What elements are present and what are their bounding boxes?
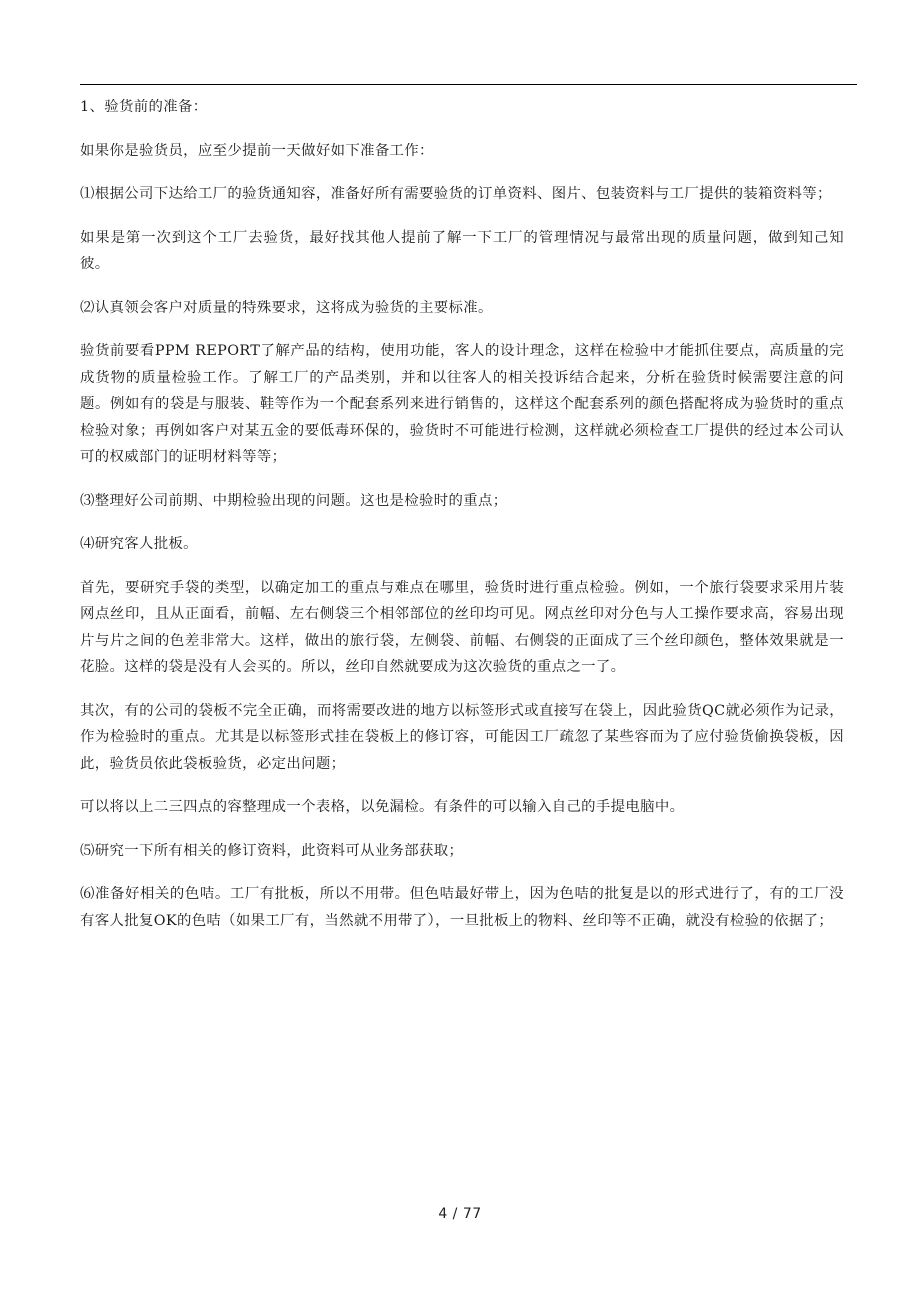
paragraph: ⑵认真领会客户对质量的特殊要求，这将成为验货的主要标准。 <box>80 299 493 316</box>
paragraph: ⑶整理好公司前期、中期检验出现的问题。这也是检验时的重点； <box>80 492 508 509</box>
paragraph: 如果是第一次到这个工厂去验货，最好找其他人提前了解一下工厂的管理情况与最常出现的质量问题，做到知己知彼。 <box>80 229 844 272</box>
document-body <box>80 94 844 951</box>
paragraph: 验货前要看PPM REPORT了解产品的结构，使用功能，客人的设计理念，这样在检验中才能抓住要点，高质量的完成货物的质量检验工作。了解工厂的产品类别，并和以往客人的相关投诉结合起来，分析在验货时候需要注意的问题。例如有的袋是与服装、鞋等作为一个配套系列来进行销售的，这样这个配套系列的颜色搭配将成为验货时的重点检验对象；再例如客户对某五金的要低毒环保的，验货时不可能进行检测，这样就必须检查工厂提供的经过本公司认可的权威部门的证明材料等等； <box>80 343 844 465</box>
paragraph: 首先，要研究手袋的类型，以确定加工的重点与难点在哪里，验货时进行重点检验。例如，一个旅行袋要求采用片装网点丝印，且从正面看，前幅、左右侧袋三个相邻部位的丝印均可见。网点丝印对分色与人工操作要求高，容易出现片与片之间的色差非常大。这样，做出的旅行袋，左侧袋、前幅、右侧袋的正面成了三个丝印颜色，整体效果就是一花脸。这样的袋是没有人会买的。所以，丝印自然就要成为这次验货的重点之一了。 <box>80 579 844 675</box>
paragraph: ⑷研究客人批板。 <box>80 536 198 552</box>
paragraph: ⑹准备好相关的色咭。工厂有批板，所以不用带。但色咭最好带上，因为色咭的批复是以的形式进行了，有的工厂没有客人批复OK的色咭（如果工厂有，当然就不用带了），一旦批板上的物料、丝印等不正确，就没有检验的依据了； <box>80 886 844 929</box>
section-heading: 1、验货前的准备： <box>80 99 208 115</box>
header-rule <box>80 84 857 85</box>
paragraph: ⑸研究一下所有相关的修订资料，此资料可从业务部获取； <box>80 842 464 859</box>
paragraph: 其次，有的公司的袋板不完全正确，而将需要改进的地方以标签形式或直接写在袋上，因此验货QC就必须作为记录，作为检验时的重点。尤其是以标签形式挂在袋板上的修订容，可能因工厂疏忽了某些容而为了应付验货偷换袋板，因此，验货员依此袋板验货，必定出问题； <box>80 702 844 772</box>
paragraph: 可以将以上二三四点的容整理成一个表格，以免漏检。有条件的可以输入自己的手提电脑中。 <box>80 799 685 815</box>
page-number: 4 / 77 <box>438 1206 482 1222</box>
paragraph: 如果你是验货员，应至少提前一天做好如下准备工作： <box>80 142 434 159</box>
paragraph: ⑴根据公司下达给工厂的验货通知容，准备好所有需要验货的订单资料、图片、包装资料与工厂提供的装箱资料等； <box>80 186 832 202</box>
